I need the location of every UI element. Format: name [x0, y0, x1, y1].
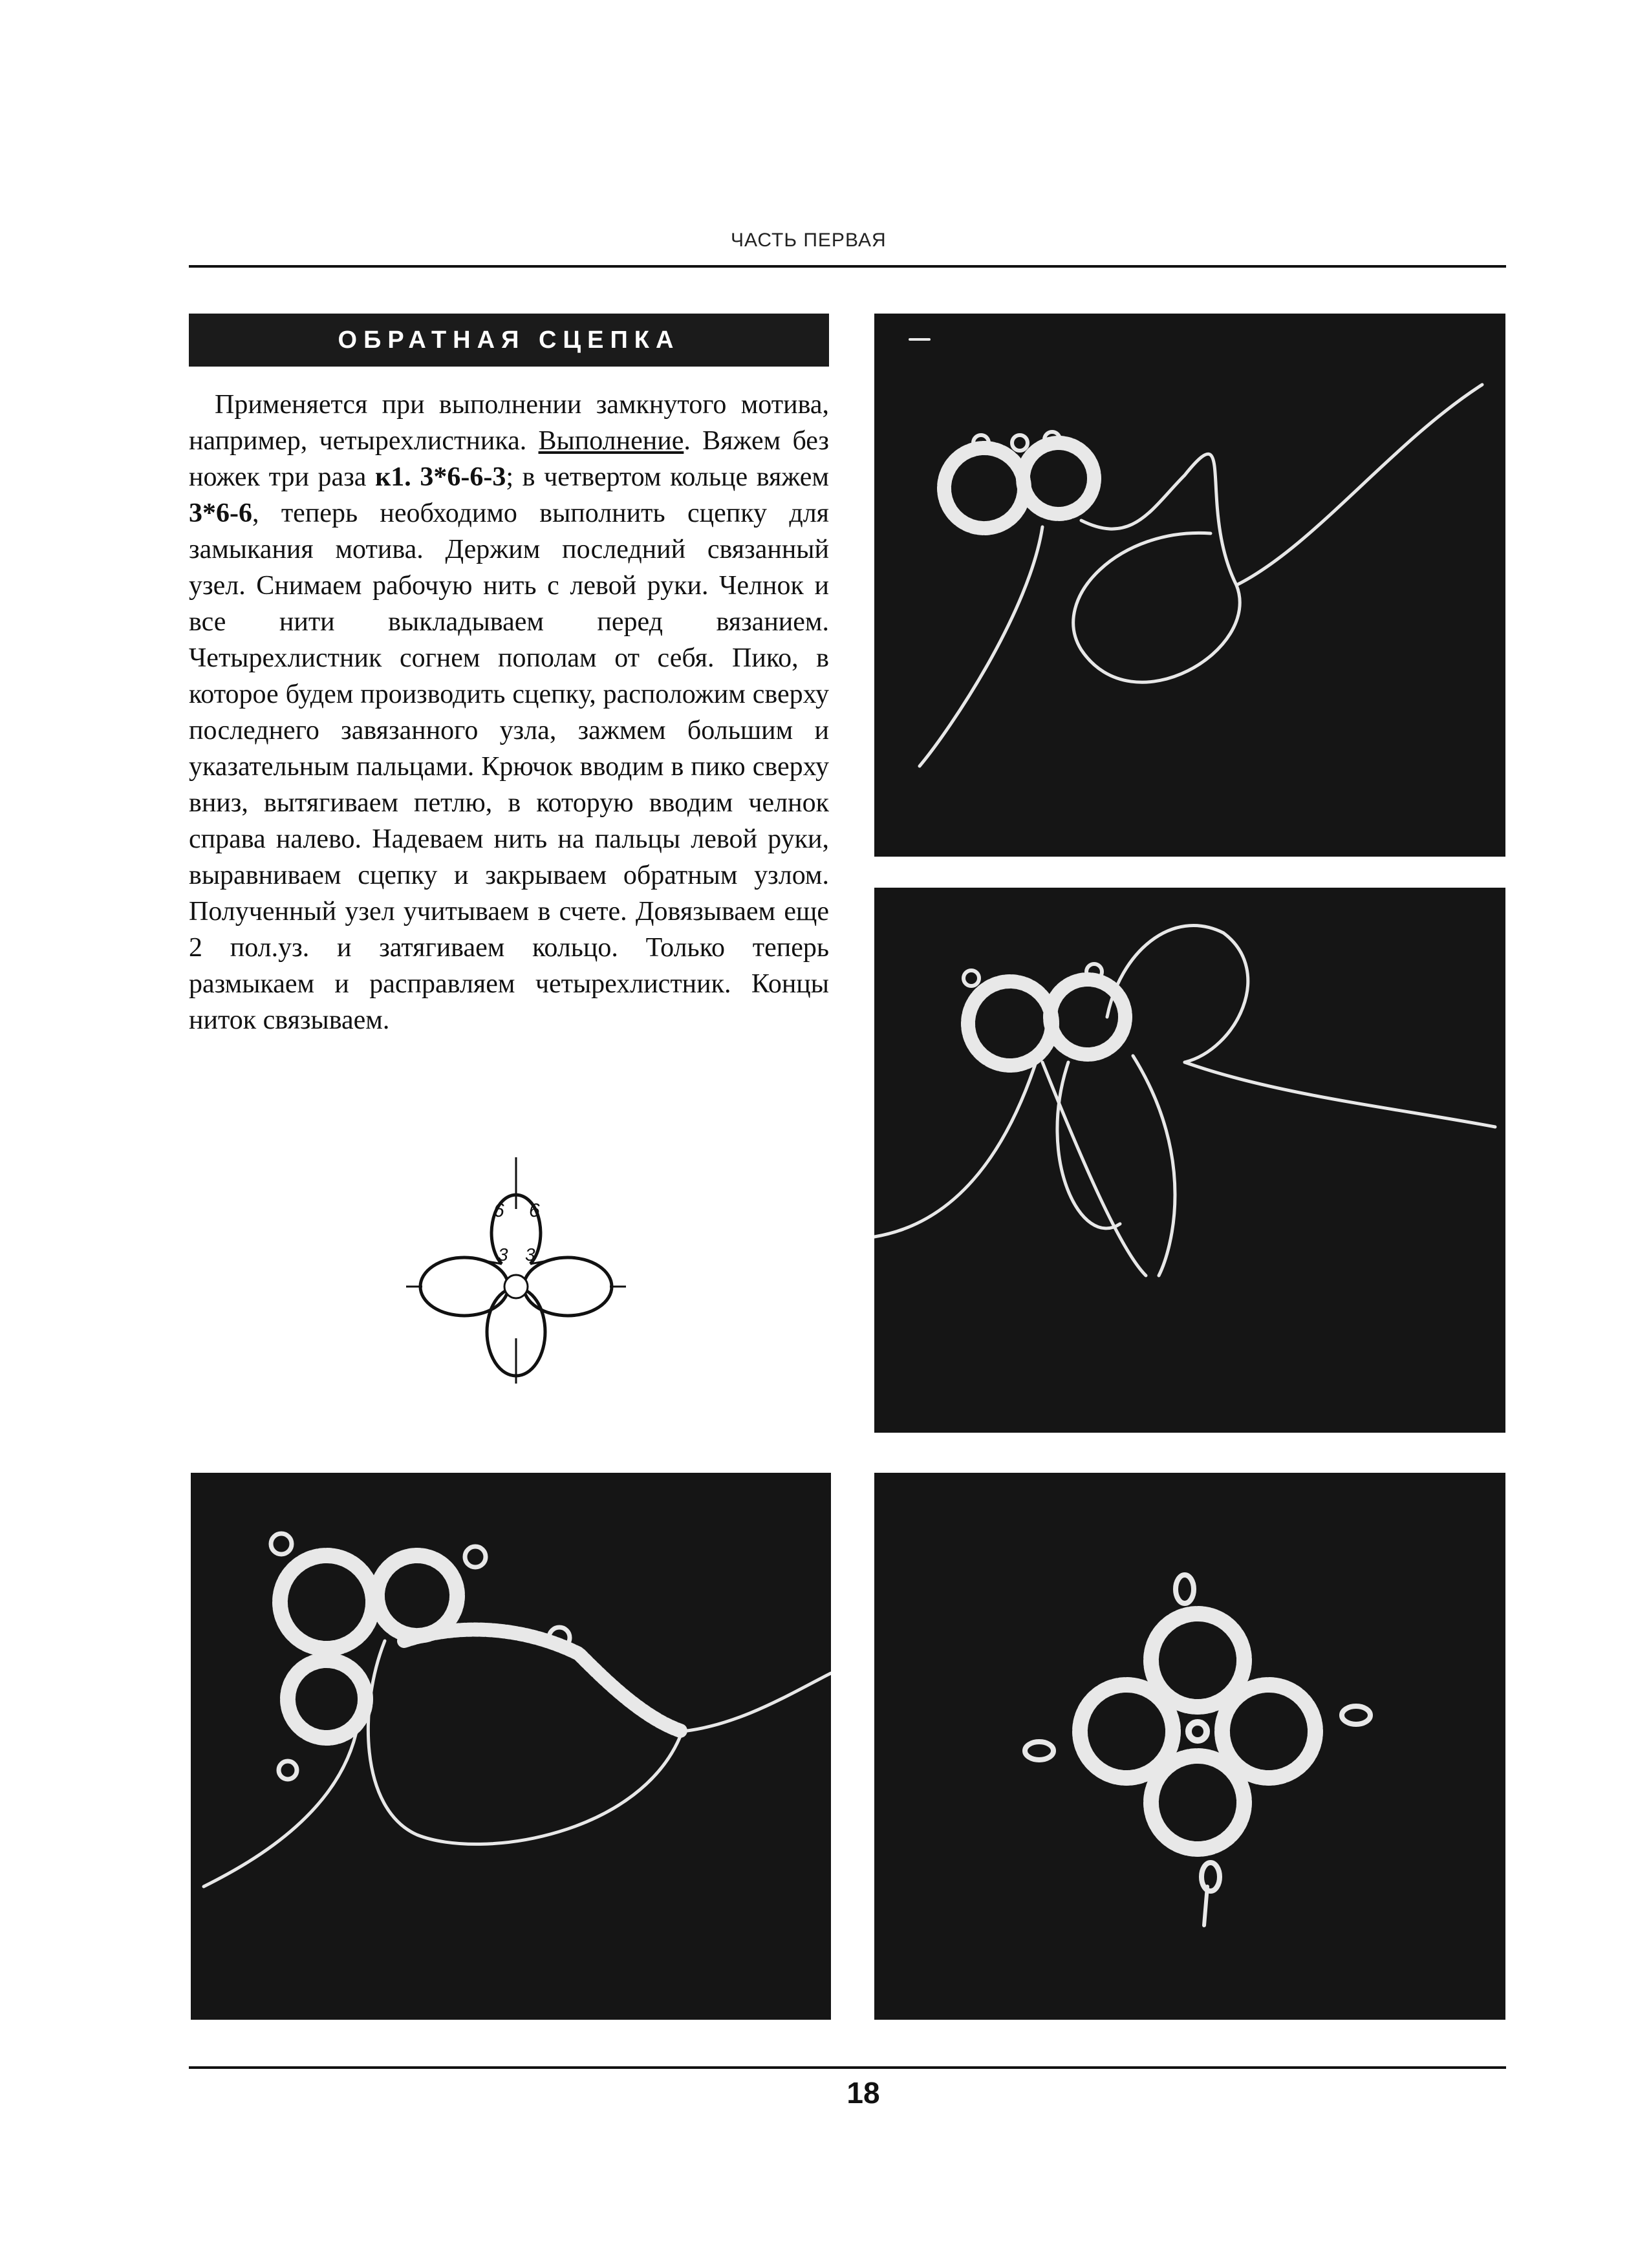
bottom-rule	[189, 2066, 1506, 2069]
photo-step-2	[874, 888, 1505, 1433]
diagram-label: 3	[498, 1245, 508, 1265]
top-rule	[189, 265, 1506, 268]
text-run: ; в четвертом кольце вяжем	[506, 462, 829, 492]
page-number: 18	[846, 2076, 880, 2110]
underlined-term: Выполнение	[538, 426, 684, 456]
photo-step-4	[874, 1473, 1505, 2020]
text-run: Применяется при выполнении замкнутого мотива, например, четырехлистника.	[189, 390, 829, 456]
section-heading-bar	[189, 314, 829, 367]
section-title: ОБРАТНАЯ СЦЕПКА	[338, 326, 680, 354]
diagram-label: 3	[525, 1245, 535, 1265]
diagram-label: 6	[493, 1200, 504, 1221]
tatting-scheme-diagram	[406, 1157, 626, 1384]
pattern-code: 3*6-6	[189, 498, 252, 528]
diagram-label: 6	[529, 1200, 540, 1221]
running-head: ЧАСТЬ ПЕРВАЯ	[731, 230, 887, 251]
body-paragraph	[189, 387, 829, 1038]
text-run: , теперь необходимо выполнить сцепку для замыкания мотива. Держим последний связанный узел. Снимаем рабочую нить с левой руки. Челнок и все нити выкладываем перед вязанием. Четырехлистник согнем пополам от себя. Пико, в которое будем производить сцепку, расположим сверху последнего завязанного узла, зажмем большим и указательным пальцами. Крючок вводим в пико сверху вниз, вытягиваем петлю, в которую вводим челнок справа налево. Надеваем нить на пальцы левой руки, выравниваем сцепку и закрываем обратным узлом. Полученный узел учитываем в счете. Довязываем еще 2 пол.уз. и затягиваем кольцо. Только теперь размыкаем и расправляем четырехлистник. Концы ниток связываем.	[189, 498, 829, 1035]
text-run: . Вяжем без ножек три раза	[189, 426, 829, 492]
body-text	[189, 387, 829, 1038]
photo-step-3	[191, 1473, 831, 2020]
photo-step-1	[874, 314, 1505, 857]
pattern-code: к1. 3*6-6-3	[375, 462, 506, 492]
